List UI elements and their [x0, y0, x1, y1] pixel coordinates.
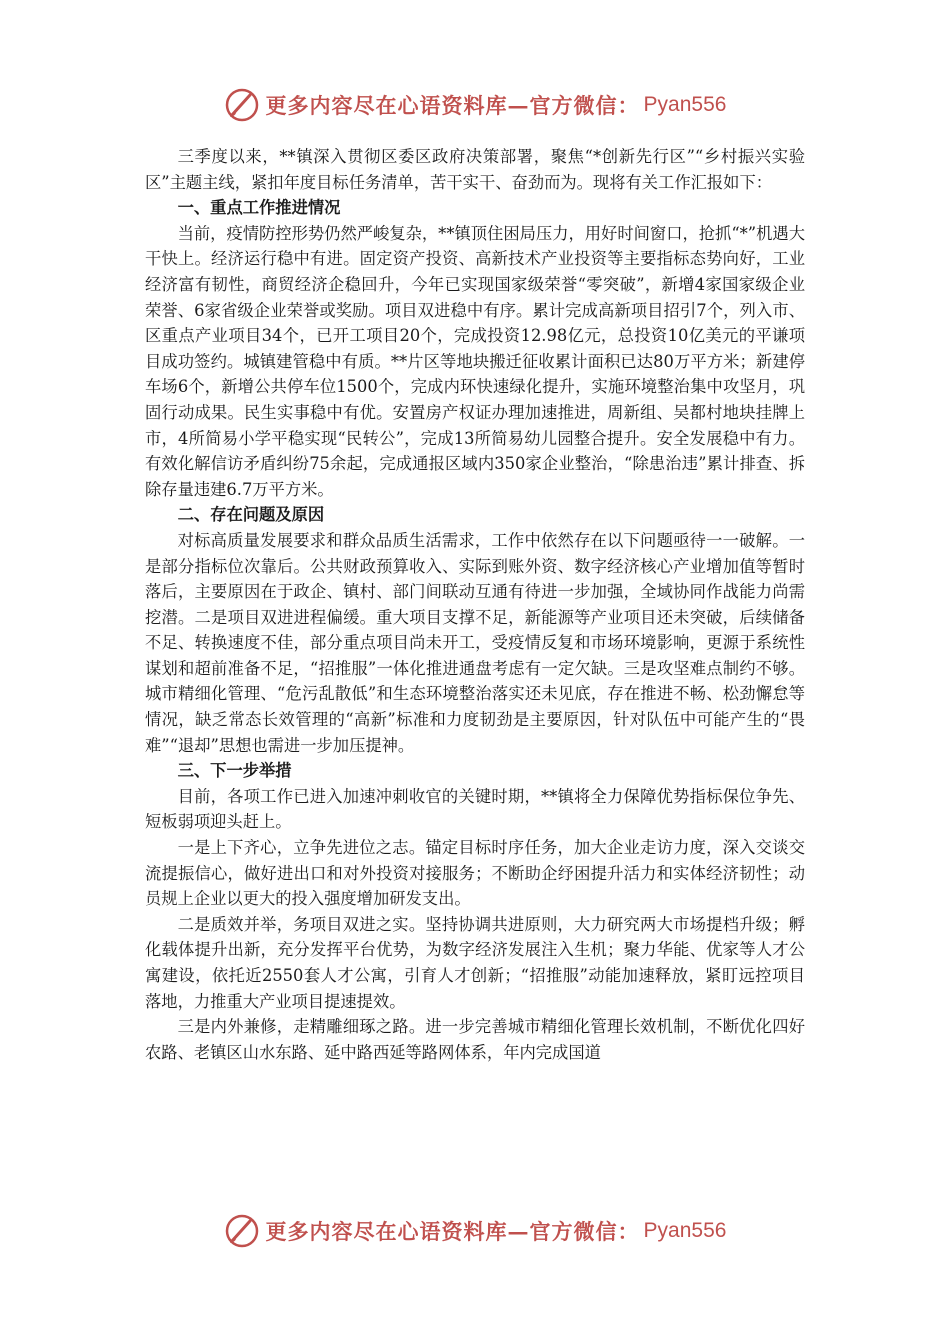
section3-paragraph: 目前，各项工作已进入加速冲刺收官的关键时期，**镇将全力保障优势指标保位争先、短板弱项迎头赶上。: [145, 786, 805, 832]
footer-wechat-id: Pyan556: [643, 1219, 727, 1242]
section3-paragraph: 一是上下齐心，立争先进位之志。锚定目标时序任务，加大企业走访力度，深入交谈交流提振信心，做好进出口和对外投资对接服务；不断助企纾困提升活力和实体经济韧性；动员规上企业以更大的投入强度增加研发支出。: [145, 838, 805, 909]
brush-logo-icon: [224, 1213, 260, 1249]
intro-paragraph: 三季度以来，**镇深入贯彻区委区政府决策部署，聚焦“*创新先行区”“乡村振兴实验区”主题主线，紧扣年度目标任务清单，苦干实干、奋劲而为。现将有关工作汇报如下：: [145, 147, 805, 192]
footer-banner: [0, 1208, 950, 1254]
section3-paragraph: 三是内外兼修，走精雕细琢之路。进一步完善城市精细化管理长效机制，不断优化四好农路、老镇区山水东路、延中路西延等路网体系，年内完成国道: [145, 1017, 805, 1062]
header-banner-text: 更多内容尽在心语资料库—官方微信：: [265, 93, 640, 118]
footer-banner-text: 更多内容尽在心语资料库—官方微信：: [265, 1219, 640, 1244]
document-body: [145, 144, 805, 1065]
header-banner: [0, 82, 950, 128]
section3-paragraph: 二是质效并举，务项目双进之实。坚持协调共进原则，大力研究两大市场提档升级；孵化载体提升出新，充分发挥平台优势，为数字经济发展注入生机；聚力华能、优家等人才公寓建设，依托近2550套人才公寓，引育人才创新；“招推服”动能加速释放，紧盯远控项目落地，力推重大产业项目提速提效。: [145, 914, 805, 1011]
section2-heading: 二、存在问题及原因: [177, 505, 325, 525]
section1-paragraph: 当前，疫情防控形势仍然严峻复杂，**镇顶住困局压力，用好时间窗口，抢抓“*”机遇大干快上。经济运行稳中有进。固定资产投资、高新技术产业投资等主要指标态势向好，工业经济富有韧性，商贸经济企稳回升，今年已实现国家级荣誉“零突破”，新增4家国家级企业荣誉、6家省级企业荣誉或奖励。项目双进稳中有序。累计完成高新项目招引7个，列入市、区重点产业项目34个，已开工项目20个，完成投资12.98亿元，总投资10亿美元的平谦项目成功签约。城镇建管稳中有质。**片区等地块搬迁征收累计面积已达80万平方米；新建停车场6个，新增公共停车位1500个，完成内环快速绿化提升，实施环境整治集中攻坚月，巩固行动成果。民生实事稳中有优。安置房产权证办理加速推进，周新组、吴都村地块挂牌上市，4所简易小学平稳实现“民转公”，完成13所简易幼儿园整合提升。安全发展稳中有力。有效化解信访矛盾纠纷75余起，完成通报区域内350家企业整治，“除患治违”累计排查、拆除存量违建6.7万平方米。: [145, 223, 805, 499]
section1-heading: 一、重点工作推进情况: [177, 198, 341, 218]
section2-paragraph: 对标高质量发展要求和群众品质生活需求，工作中依然存在以下问题亟待一一破解。一是部分指标位次靠后。公共财政预算收入、实际到账外资、数字经济核心产业增加值等暂时落后，主要原因在于政企、镇村、部门间联动互通有待进一步加强，全域协同作战能力尚需挖潜。二是项目双进进程偏缓。重大项目支撑不足，新能源等产业项目还未突破，后续储备不足、转换速度不佳，部分重点项目尚未开工，受疫情反复和市场环境影响，更源于系统性谋划和超前准备不足，“招推服”一体化推进通盘考虑有一定欠缺。三是攻坚难点制约不够。城市精细化管理、“危污乱散低”和生态环境整治落实还未见底，存在推进不畅、松劲懈怠等情况，缺乏常态长效管理的“高新”标准和力度韧劲是主要原因，针对队伍中可能产生的“畏难”“退却”思想也需进一步加压提神。: [145, 530, 805, 755]
header-wechat-id: Pyan556: [643, 93, 727, 116]
brush-logo-icon: [224, 87, 260, 123]
section3-heading: 三、下一步举措: [177, 761, 292, 781]
